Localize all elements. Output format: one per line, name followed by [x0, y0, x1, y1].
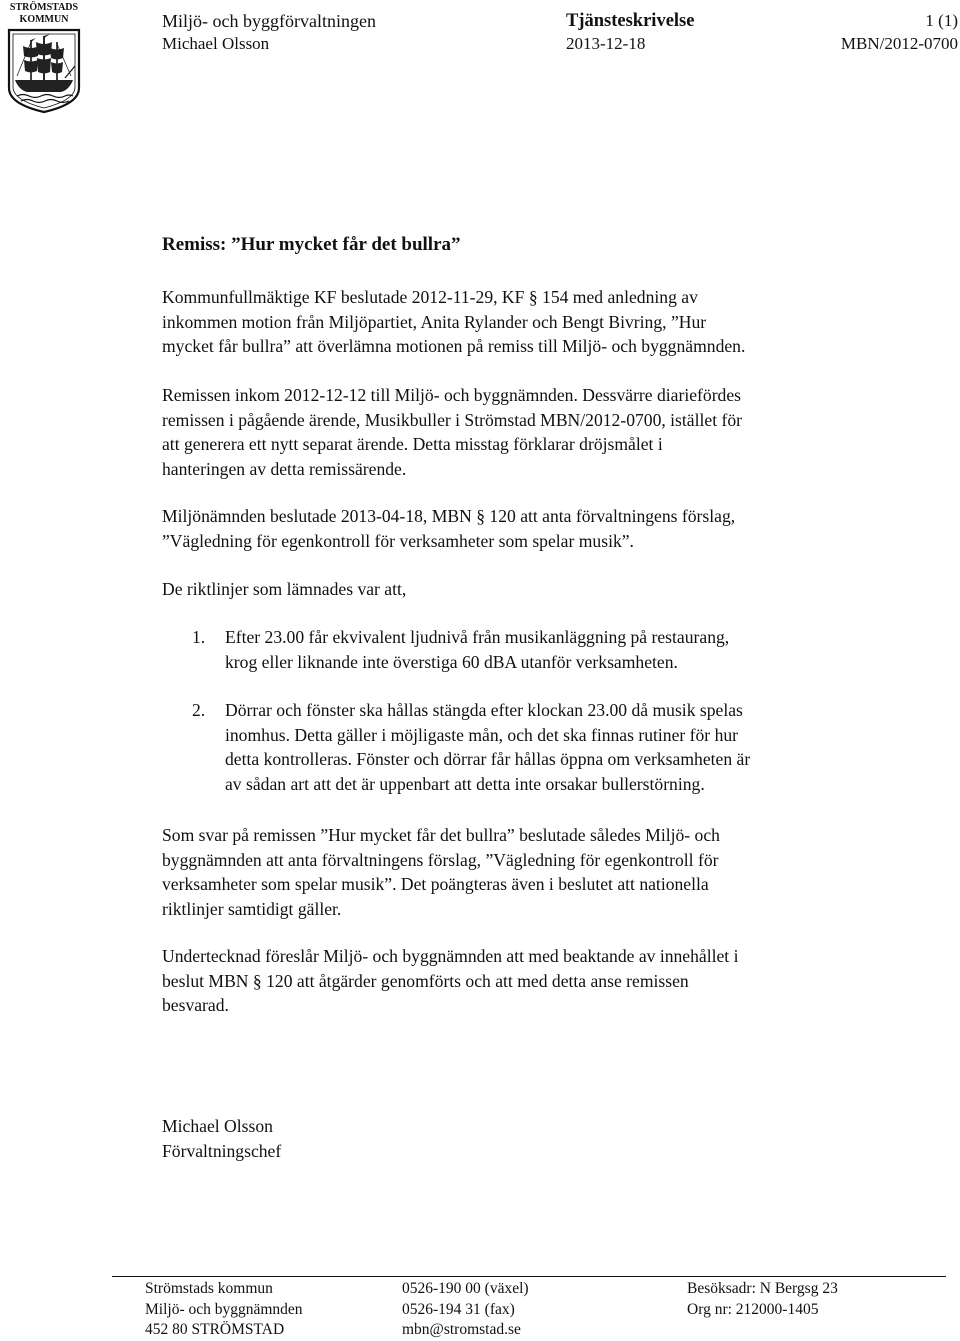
paragraph-line: verksamheter som spelar musik”. Det poängteras även i beslutet att nationella: [162, 874, 709, 894]
paragraph-line: ”Vägledning för egenkontroll för verksamheter som spelar musik”.: [162, 530, 634, 551]
paragraph-2: [162, 383, 882, 481]
list-item: [225, 625, 905, 674]
footer-line: 452 80 STRÖMSTAD: [145, 1321, 285, 1338]
footer-line: 0526-194 31 (fax): [402, 1300, 515, 1318]
logo-text-line1: STRÖMSTADS: [9, 2, 79, 13]
list-item-line: inomhus. Detta gäller i möjligaste mån, och det ska finnas rutiner för hur: [225, 724, 739, 745]
paragraph-line: att generera ett nytt separat ärende. Detta misstag förklarar dröjsmålet i: [162, 434, 663, 454]
reference-number: MBN/2012-0700: [840, 34, 958, 53]
list-item-number: 2.: [192, 700, 206, 720]
document-date: 2013-12-18: [566, 34, 646, 53]
signature-name: Michael Olsson: [162, 1116, 273, 1136]
paragraph-4: [162, 577, 882, 602]
list-item-line: Dörrar och fönster ska hållas stängda efter klockan 23.00 då musik spelas: [225, 700, 743, 720]
footer-line[interactable]: mbn@stromstad.se: [402, 1321, 521, 1338]
paragraph-line: byggnämnden att anta förvaltningens förslag, ”Vägledning för egenkontroll för: [162, 849, 719, 870]
paragraph-line: remissen i pågående ärende, Musikbuller i Strömstad MBN/2012-0700, istället för: [162, 409, 742, 430]
logo-text-line2: KOMMUN: [19, 14, 69, 25]
list-item-line: Efter 23.00 får ekvivalent ljudnivå från musikanläggning på restaurang,: [225, 627, 730, 647]
paragraph-3: [162, 504, 882, 553]
paragraph-line: Kommunfullmäktige KF beslutade 2012-11-29, KF § 154 med anledning av: [162, 287, 698, 307]
list-item-line: detta kontrolleras. Fönster och dörrar får hållas öppna om verksamheten är: [225, 749, 751, 769]
paragraph-line: Undertecknad föreslår Miljö- och byggnämnden att med beaktande av innehållet i: [162, 946, 739, 966]
list-item-line: av sådan art att det är uppenbart att detta inte orsakar bullerstörning.: [225, 773, 705, 794]
list-item-line: krog eller liknande inte överstiga 60 dBA utanför verksamheten.: [225, 651, 678, 672]
footer-line: Org nr: 212000-1405: [687, 1300, 819, 1318]
footer-line: 0526-190 00 (växel): [402, 1280, 529, 1297]
author-name: Michael Olsson: [162, 34, 270, 53]
paragraph-line: Som svar på remissen ”Hur mycket får det bullra” beslutade således Miljö- och: [162, 825, 720, 845]
footer-visiting-info: [687, 1279, 838, 1320]
page-number: 1 (1): [925, 11, 958, 30]
paragraph-line: riktlinjer samtidigt gäller.: [162, 898, 342, 919]
footer-divider: [112, 1276, 946, 1277]
signature-role: Förvaltningschef: [162, 1140, 282, 1161]
paragraph-line: Miljönämnden beslutade 2013-04-18, MBN § 120 att anta förvaltningens förslag,: [162, 506, 736, 526]
department-name: Miljö- och byggförvaltningen: [162, 11, 376, 31]
paragraph-line: beslut MBN § 120 att åtgärder genomförts och att med detta anse remissen: [162, 970, 689, 991]
paragraph-line: hanteringen av detta remissärende.: [162, 458, 407, 479]
paragraph-6: [162, 944, 882, 1018]
paragraph-1: [162, 285, 882, 359]
document-type: Tjänsteskrivelse: [566, 11, 695, 31]
municipality-logo: [3, 2, 85, 114]
list-item: [225, 698, 905, 796]
coat-of-arms-ship-icon: [3, 26, 85, 114]
document-title: Remiss: ”Hur mycket får det bullra”: [162, 234, 461, 255]
paragraph-line: Remissen inkom 2012-12-12 till Miljö- och byggnämnden. Dessvärre diariefördes: [162, 385, 742, 405]
signature-block: [162, 1114, 882, 1163]
paragraph-line: De riktlinjer som lämnades var att,: [162, 579, 407, 599]
footer-address: [145, 1279, 303, 1341]
paragraph-line: inkommen motion från Miljöpartiet, Anita Rylander och Bengt Bivring, ”Hur: [162, 311, 707, 332]
footer-line: Besöksadr: N Bergsg 23: [687, 1280, 838, 1297]
footer-line: Miljö- och byggnämnden: [145, 1300, 303, 1318]
paragraph-line: besvarad.: [162, 995, 229, 1015]
footer-contact: [402, 1279, 529, 1341]
paragraph-line: mycket får bullra” att överlämna motionen på remiss till Miljö- och byggnämnden.: [162, 336, 746, 356]
footer-line: Strömstads kommun: [145, 1280, 273, 1297]
list-item-number: 1.: [192, 627, 206, 647]
paragraph-5: [162, 823, 882, 921]
